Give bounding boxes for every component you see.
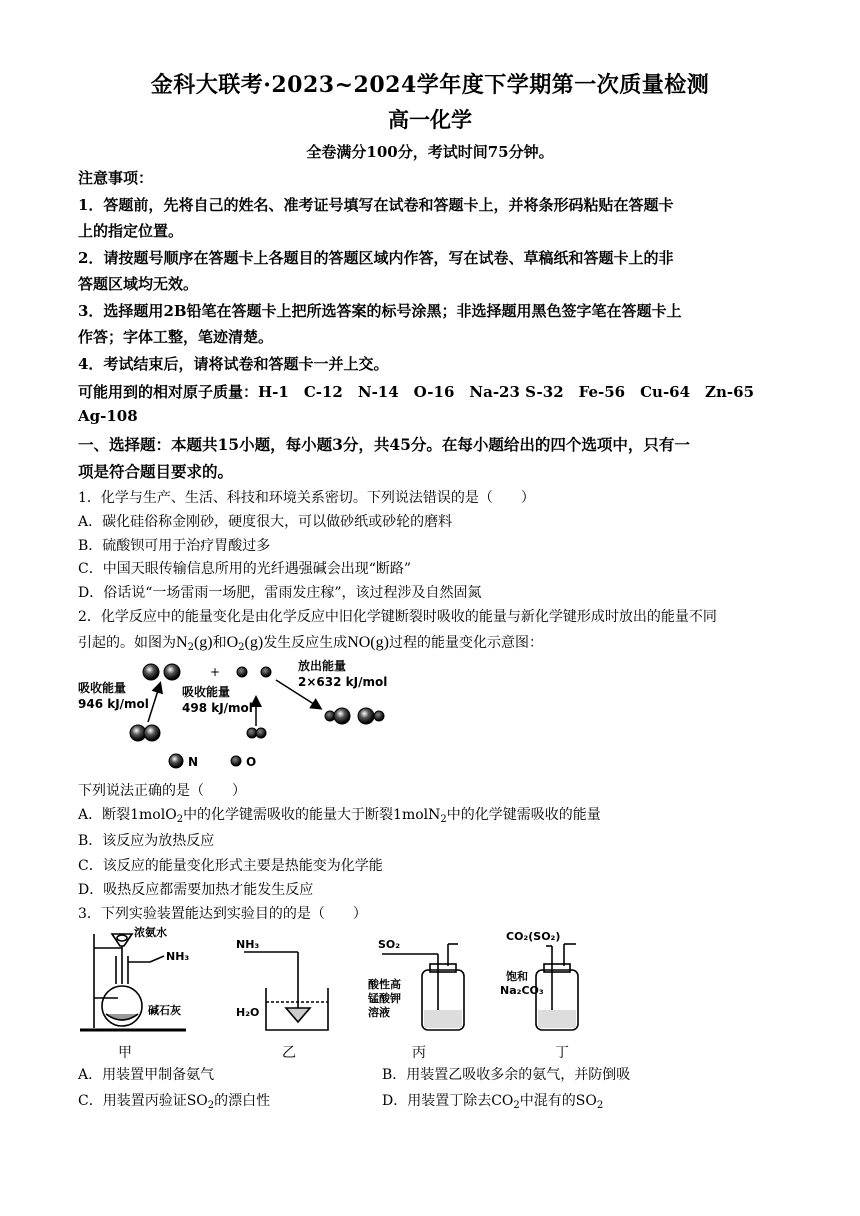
q2-stem-2: 引起的。如图为$N_2(g)$和$O_2(g)$发生反应生成NO(g)过程的能量变化示意图： bbox=[78, 634, 543, 653]
no-o-atom bbox=[374, 711, 384, 721]
note-line: 4．考试结束后，请将试卷和答题卡一并上交。 bbox=[78, 355, 389, 373]
q2-option-c: C．该反应的能量变化形式主要是热能变为化学能 bbox=[78, 858, 383, 874]
exam-title: 金科大联考·2023~2024学年度下学期第一次质量检测 bbox=[150, 72, 710, 98]
section-heading: 一、选择题：本题共15小题，每小题3分，共45分。在每小题给出的四个选项中，只有一 bbox=[78, 435, 690, 454]
q1-option-b: B．硫酸钡可用于治疗胃酸过多 bbox=[78, 538, 271, 554]
note-line: 上的指定位置。 bbox=[78, 222, 184, 240]
label-nh3: NH₃ bbox=[166, 950, 190, 963]
label-kmno4-1: 酸性高 bbox=[368, 978, 401, 991]
no-n-atom bbox=[358, 708, 374, 724]
label-kmno4-2: 锰酸钾 bbox=[368, 992, 401, 1005]
q1-option-a: A．碳化硅俗称金刚砂，硬度很大，可以做砂纸或砂轮的磨料 bbox=[78, 514, 453, 530]
absorb-value-2: 498 kJ/mol bbox=[182, 701, 253, 715]
q2-ask: 下列说法正确的是（ ） bbox=[78, 783, 246, 799]
q2-option-d: D．吸热反应都需要加热才能发生反应 bbox=[78, 882, 314, 898]
q2-option-b: B．该反应为放热反应 bbox=[78, 833, 215, 849]
q1-option-d: D．俗话说“一场雷雨一场肥，雷雨发庄稼”，该过程涉及自然固氮 bbox=[78, 585, 482, 601]
absorb-label-2: 吸收能量 bbox=[182, 685, 231, 699]
label-so2: SO₂ bbox=[378, 938, 401, 951]
label-co2-so2: CO₂(SO₂) bbox=[506, 930, 561, 943]
release-label: 放出能量 bbox=[298, 659, 347, 673]
note-line: 2．请按题号顺序在答题卡上各题目的答题区域内作答，写在试卷、草稿纸和答题卡上的非 bbox=[78, 249, 674, 267]
n2-molecule-atom bbox=[144, 725, 160, 741]
o2-molecule-atom bbox=[256, 728, 266, 738]
atomic-masses-line-2: Ag-108 bbox=[78, 407, 138, 425]
label-nh3-in: NH₃ bbox=[236, 938, 260, 951]
absorb-label-1: 吸收能量 bbox=[78, 681, 127, 695]
q3-option-c: C．用装置丙验证$SO_2$的漂白性 bbox=[78, 1093, 271, 1111]
release-value: 2×632 kJ/mol bbox=[298, 675, 388, 689]
subject-title: 高一化学 bbox=[388, 107, 472, 132]
q3-option-d: D．用装置丁除去$CO_2$中混有的$SO_2$ bbox=[382, 1093, 604, 1111]
n-atom bbox=[143, 664, 159, 680]
caption-ding: 丁 bbox=[555, 1045, 569, 1061]
kmno4-solution bbox=[424, 1010, 462, 1028]
label-soda-lime: 碱石灰 bbox=[148, 1004, 181, 1017]
energy-diagram bbox=[76, 656, 436, 776]
q1-stem: 1．化学与生产、生活、科技和环境关系密切。下列说法错误的是（ ） bbox=[78, 490, 535, 506]
q2-option-a: A．断裂1molO$_2$中的化学键需吸收的能量大于断裂1molN$_2$中的化学键需吸收的能量 bbox=[78, 807, 601, 825]
no-n-atom bbox=[334, 708, 350, 724]
note-line: 1．答题前，先将自己的姓名、准考证号填写在试卷和答题卡上，并将条形码粘贴在答题卡 bbox=[78, 196, 674, 214]
score-time-line: 全卷满分100分，考试时间75分钟。 bbox=[306, 143, 554, 161]
legend-o-label: O bbox=[246, 755, 257, 769]
caption-yi: 乙 bbox=[282, 1045, 296, 1061]
q3-option-a: A．用装置甲制备氨气 bbox=[78, 1067, 215, 1083]
n-atom bbox=[164, 664, 180, 680]
legend-n-label: N bbox=[188, 755, 199, 769]
label-conc-ammonia: 浓氨水 bbox=[134, 926, 167, 939]
q1-option-c: C．中国天眼传输信息所用的光纤遇强碱会出现“断路” bbox=[78, 561, 412, 577]
q3-stem: 3．下列实验装置能达到实验目的的是（ ） bbox=[78, 906, 367, 922]
o-atom bbox=[261, 667, 271, 677]
inverted-funnel bbox=[286, 1008, 310, 1022]
absorb-value-1: 946 kJ/mol bbox=[78, 697, 149, 711]
section-heading-2: 项是符合题目要求的。 bbox=[78, 462, 234, 481]
na2co3-solution bbox=[538, 1010, 576, 1028]
caption-bing: 丙 bbox=[412, 1045, 426, 1061]
funnel-stopcock bbox=[117, 935, 127, 941]
notes-heading: 注意事项： bbox=[78, 169, 154, 187]
note-line: 答题区域均无效。 bbox=[78, 275, 199, 293]
legend-o-icon bbox=[231, 756, 241, 766]
note-line: 作答；字体工整，笔迹清楚。 bbox=[78, 328, 274, 346]
apparatus-figure bbox=[76, 926, 636, 1036]
o-atom bbox=[237, 667, 247, 677]
label-na2co3: Na₂CO₃ bbox=[500, 984, 544, 997]
soda-lime bbox=[106, 1014, 138, 1020]
label-saturated: 饱和 bbox=[506, 970, 528, 983]
q3-option-b: B．用装置乙吸收多余的氨气，并防倒吸 bbox=[382, 1067, 631, 1083]
atomic-masses-line: 可能用到的相对原子质量：H-1 C-12 N-14 O-16 Na-23 S-32 Fe-56 Cu-64 Zn-65 bbox=[78, 383, 755, 401]
caption-jia: 甲 bbox=[118, 1045, 132, 1061]
q2-stem-1: 2．化学反应中的能量变化是由化学反应中旧化学键断裂时吸收的能量与新化学键形成时放出的能量不同 bbox=[78, 609, 717, 625]
note-line: 3．选择题用2B铅笔在答题卡上把所选答案的标号涂黑；非选择题用黑色签字笔在答题卡上 bbox=[78, 302, 682, 320]
label-water: H₂O bbox=[236, 1006, 260, 1019]
delivery-arrow bbox=[150, 956, 164, 962]
label-kmno4-3: 溶液 bbox=[368, 1006, 390, 1019]
legend-n-icon bbox=[169, 754, 183, 768]
arrow bbox=[148, 684, 160, 722]
plus-sign: + bbox=[210, 665, 221, 679]
